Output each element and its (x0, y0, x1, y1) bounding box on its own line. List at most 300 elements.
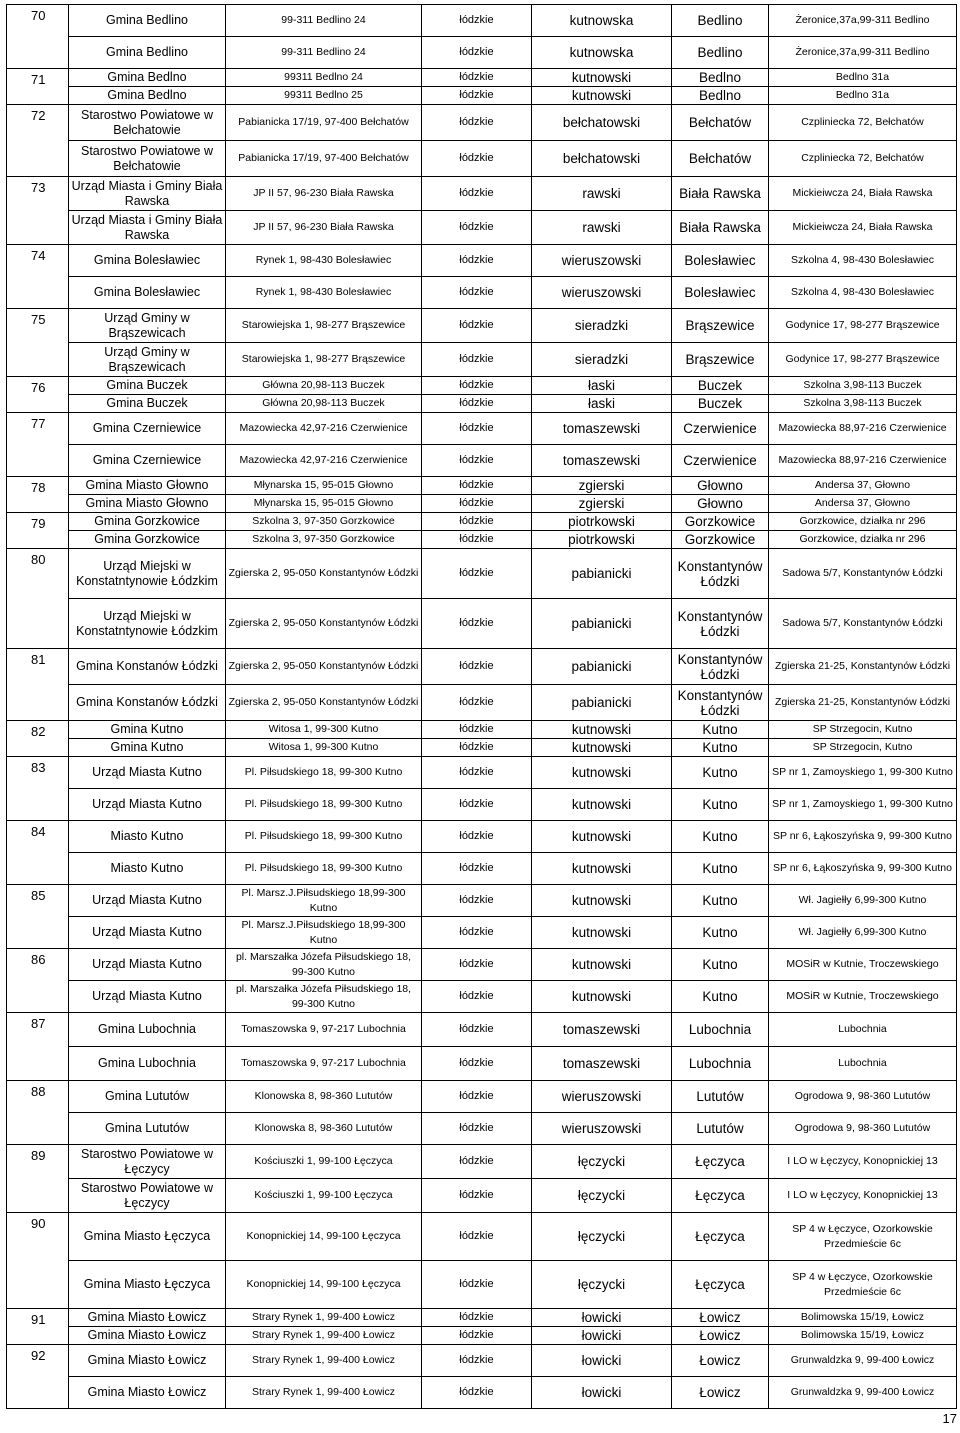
locality-cell: Łowicz (672, 1309, 769, 1327)
county-cell: łęczycki (532, 1179, 672, 1213)
location-address-cell: SP nr 6, Łąkoszyńska 9, 99-300 Kutno (769, 821, 957, 853)
office-address-cell: Zgierska 2, 95-050 Konstantynów Łódzki (226, 549, 422, 599)
location-address-cell: Wł. Jagiełły 6,99-300 Kutno (769, 917, 957, 949)
office-name-cell: Gmina Gorzkowice (69, 531, 226, 549)
office-address-cell: Witosa 1, 99-300 Kutno (226, 739, 422, 757)
table-row (7, 649, 957, 685)
locality-cell: Łęczyca (672, 1145, 769, 1179)
voivodeship-cell: łódzkie (422, 789, 532, 821)
location-address-cell: SP Strzegocin, Kutno (769, 721, 957, 739)
county-cell: kutnowski (532, 789, 672, 821)
county-cell: tomaszewski (532, 445, 672, 477)
office-name-cell: Gmina Lututów (69, 1113, 226, 1145)
table-row (7, 1013, 957, 1047)
location-address-cell: I LO w Łęczycy, Konopnickiej 13 (769, 1179, 957, 1213)
table-row (7, 531, 957, 549)
voivodeship-cell: łódzkie (422, 1047, 532, 1081)
location-address-cell: SP 4 w Łęczyce, Ozorkowskie Przedmieście 6c (769, 1213, 957, 1261)
location-address-cell: Ogrodowa 9, 98-360 Lututów (769, 1113, 957, 1145)
county-cell: zgierski (532, 495, 672, 513)
voivodeship-cell: łódzkie (422, 981, 532, 1013)
row-number-cell: 77 (7, 413, 69, 477)
row-number-cell: 91 (7, 1309, 69, 1345)
office-address-cell: Konopnickiej 14, 99-100 Łęczyca (226, 1213, 422, 1261)
row-number-cell: 89 (7, 1145, 69, 1213)
locality-cell: Biała Rawska (672, 211, 769, 245)
voivodeship-cell: łódzkie (422, 739, 532, 757)
table-row (7, 513, 957, 531)
office-name-cell: Gmina Buczek (69, 377, 226, 395)
office-name-cell: Gmina Lututów (69, 1081, 226, 1113)
locality-cell: Brąszewice (672, 309, 769, 343)
voivodeship-cell: łódzkie (422, 5, 532, 37)
location-address-cell: Szkolna 4, 98-430 Bolesławiec (769, 277, 957, 309)
voivodeship-cell: łódzkie (422, 1327, 532, 1345)
county-cell: tomaszewski (532, 1013, 672, 1047)
office-name-cell: Gmina Miasto Głowno (69, 477, 226, 495)
county-cell: łowicki (532, 1327, 672, 1345)
county-cell: kutnowski (532, 87, 672, 105)
location-address-cell: Zgierska 21-25, Konstantynów Łódzki (769, 649, 957, 685)
table-row (7, 87, 957, 105)
county-cell: pabianicki (532, 549, 672, 599)
office-name-cell: Gmina Lubochnia (69, 1047, 226, 1081)
table-row (7, 757, 957, 789)
row-number-cell: 86 (7, 949, 69, 1013)
office-name-cell: Gmina Kutno (69, 739, 226, 757)
office-name-cell: Gmina Miasto Łowicz (69, 1377, 226, 1409)
row-number-cell: 78 (7, 477, 69, 513)
location-address-cell: Sadowa 5/7, Konstantynów Łódzki (769, 599, 957, 649)
voivodeship-cell: łódzkie (422, 513, 532, 531)
location-address-cell: Czpliniecka 72, Bełchatów (769, 141, 957, 177)
locality-cell: Lututów (672, 1081, 769, 1113)
office-address-cell: Zgierska 2, 95-050 Konstantynów Łódzki (226, 599, 422, 649)
locality-cell: Kutno (672, 949, 769, 981)
voivodeship-cell: łódzkie (422, 549, 532, 599)
office-address-cell: 99311 Bedlno 25 (226, 87, 422, 105)
locality-cell: Konstantynów Łódzki (672, 685, 769, 721)
voivodeship-cell: łódzkie (422, 141, 532, 177)
voivodeship-cell: łódzkie (422, 177, 532, 211)
location-address-cell: Szkolna 3,98-113 Buczek (769, 377, 957, 395)
table-row (7, 69, 957, 87)
table-row (7, 1327, 957, 1345)
office-address-cell: Młynarska 15, 95-015 Głowno (226, 495, 422, 513)
table-row (7, 1047, 957, 1081)
location-address-cell: Ogrodowa 9, 98-360 Lututów (769, 1081, 957, 1113)
voivodeship-cell: łódzkie (422, 599, 532, 649)
voivodeship-cell: łódzkie (422, 949, 532, 981)
voivodeship-cell: łódzkie (422, 477, 532, 495)
voivodeship-cell: łódzkie (422, 377, 532, 395)
location-address-cell: Szkolna 4, 98-430 Bolesławiec (769, 245, 957, 277)
office-address-cell: Pl. Marsz.J.Piłsudskiego 18,99-300 Kutno (226, 885, 422, 917)
office-address-cell: Pl. Marsz.J.Piłsudskiego 18,99-300 Kutno (226, 917, 422, 949)
office-name-cell: Gmina Bolesławiec (69, 277, 226, 309)
county-cell: łęczycki (532, 1145, 672, 1179)
locality-cell: Kutno (672, 739, 769, 757)
locality-cell: Łowicz (672, 1377, 769, 1409)
office-address-cell: Pabianicka 17/19, 97-400 Bełchatów (226, 105, 422, 141)
office-address-cell: pl. Marszałka Józefa Piłsudskiego 18, 99-300 Kutno (226, 981, 422, 1013)
table-row (7, 885, 957, 917)
voivodeship-cell: łódzkie (422, 649, 532, 685)
office-name-cell: Miasto Kutno (69, 853, 226, 885)
table-row (7, 477, 957, 495)
location-address-cell: Godynice 17, 98-277 Brąszewice (769, 343, 957, 377)
office-name-cell: Gmina Lubochnia (69, 1013, 226, 1047)
row-number-cell: 79 (7, 513, 69, 549)
voivodeship-cell: łódzkie (422, 211, 532, 245)
table-row (7, 917, 957, 949)
office-address-cell: Zgierska 2, 95-050 Konstantynów Łódzki (226, 649, 422, 685)
locality-cell: Łęczyca (672, 1179, 769, 1213)
voivodeship-cell: łódzkie (422, 885, 532, 917)
office-name-cell: Gmina Miasto Łowicz (69, 1309, 226, 1327)
county-cell: bełchatowski (532, 105, 672, 141)
location-address-cell: Gorzkowice, działka nr 296 (769, 531, 957, 549)
office-address-cell: Strary Rynek 1, 99-400 Łowicz (226, 1327, 422, 1345)
locality-cell: Kutno (672, 789, 769, 821)
table-row (7, 1081, 957, 1113)
table-row (7, 949, 957, 981)
voivodeship-cell: łódzkie (422, 105, 532, 141)
office-address-cell: Pabianicka 17/19, 97-400 Bełchatów (226, 141, 422, 177)
location-address-cell: Sadowa 5/7, Konstantynów Łódzki (769, 549, 957, 599)
office-name-cell: Urząd Miejski w Konstatntynowie Łódzkim (69, 599, 226, 649)
office-name-cell: Gmina Miasto Głowno (69, 495, 226, 513)
office-address-cell: Pl. Piłsudskiego 18, 99-300 Kutno (226, 757, 422, 789)
polling-locations-table (6, 4, 957, 1409)
office-address-cell: Pl. Piłsudskiego 18, 99-300 Kutno (226, 853, 422, 885)
location-address-cell: Gorzkowice, działka nr 296 (769, 513, 957, 531)
locality-cell: Bełchatów (672, 105, 769, 141)
office-name-cell: Urząd Miasta Kutno (69, 981, 226, 1013)
office-name-cell: Miasto Kutno (69, 821, 226, 853)
table-row (7, 739, 957, 757)
office-name-cell: Gmina Bedlno (69, 87, 226, 105)
office-address-cell: Młynarska 15, 95-015 Głowno (226, 477, 422, 495)
voivodeship-cell: łódzkie (422, 1309, 532, 1327)
table-row (7, 789, 957, 821)
row-number-cell: 70 (7, 5, 69, 69)
row-number-cell: 72 (7, 105, 69, 177)
table-row (7, 245, 957, 277)
location-address-cell: MOSiR w Kutnie, Troczewskiego (769, 949, 957, 981)
county-cell: kutnowski (532, 821, 672, 853)
table-row (7, 5, 957, 37)
locality-cell: Łęczyca (672, 1261, 769, 1309)
locality-cell: Brąszewice (672, 343, 769, 377)
county-cell: wieruszowski (532, 1081, 672, 1113)
office-address-cell: Klonowska 8, 98-360 Lututów (226, 1113, 422, 1145)
row-number-cell: 90 (7, 1213, 69, 1309)
row-number-cell: 81 (7, 649, 69, 721)
voivodeship-cell: łódzkie (422, 1145, 532, 1179)
office-address-cell: Starowiejska 1, 98-277 Brąszewice (226, 309, 422, 343)
location-address-cell: Czpliniecka 72, Bełchatów (769, 105, 957, 141)
county-cell: zgierski (532, 477, 672, 495)
office-address-cell: Tomaszowska 9, 97-217 Lubochnia (226, 1013, 422, 1047)
locality-cell: Czerwienice (672, 445, 769, 477)
voivodeship-cell: łódzkie (422, 721, 532, 739)
locality-cell: Konstantynów Łódzki (672, 649, 769, 685)
table-row (7, 105, 957, 141)
office-address-cell: Kościuszki 1, 99-100 Łęczyca (226, 1145, 422, 1179)
county-cell: kutnowski (532, 757, 672, 789)
locality-cell: Lubochnia (672, 1013, 769, 1047)
county-cell: kutnowski (532, 981, 672, 1013)
county-cell: sieradzki (532, 343, 672, 377)
office-address-cell: Szkolna 3, 97-350 Gorzkowice (226, 513, 422, 531)
table-row (7, 37, 957, 69)
locality-cell: Gorzkowice (672, 513, 769, 531)
table-row (7, 1345, 957, 1377)
location-address-cell: Bedlno 31a (769, 69, 957, 87)
table-row (7, 981, 957, 1013)
row-number-cell: 75 (7, 309, 69, 377)
office-name-cell: Urząd Miasta i Gminy Biała Rawska (69, 177, 226, 211)
location-address-cell: Bedlno 31a (769, 87, 957, 105)
location-address-cell: Andersa 37, Głowno (769, 495, 957, 513)
table-row (7, 821, 957, 853)
row-number-cell: 74 (7, 245, 69, 309)
office-name-cell: Gmina Kutno (69, 721, 226, 739)
office-address-cell: Główna 20,98-113 Buczek (226, 377, 422, 395)
page-number: 17 (942, 1411, 957, 1426)
row-number-cell: 80 (7, 549, 69, 649)
county-cell: kutnowska (532, 37, 672, 69)
table-row (7, 177, 957, 211)
office-address-cell: Rynek 1, 98-430 Bolesławiec (226, 277, 422, 309)
location-address-cell: SP 4 w Łęczyce, Ozorkowskie Przedmieście 6c (769, 1261, 957, 1309)
locality-cell: Czerwienice (672, 413, 769, 445)
location-address-cell: Żeronice,37a,99-311 Bedlino (769, 5, 957, 37)
locality-cell: Bełchatów (672, 141, 769, 177)
county-cell: wieruszowski (532, 277, 672, 309)
row-number-cell: 76 (7, 377, 69, 413)
office-address-cell: Starowiejska 1, 98-277 Brąszewice (226, 343, 422, 377)
office-name-cell: Urząd Gminy w Brąszewicach (69, 343, 226, 377)
table-row (7, 495, 957, 513)
locality-cell: Konstantynów Łódzki (672, 599, 769, 649)
county-cell: kutnowski (532, 853, 672, 885)
county-cell: piotrkowski (532, 531, 672, 549)
voivodeship-cell: łódzkie (422, 917, 532, 949)
locality-cell: Kutno (672, 821, 769, 853)
county-cell: łowicki (532, 1377, 672, 1409)
table-row (7, 1213, 957, 1261)
office-address-cell: Mazowiecka 42,97-216 Czerwienice (226, 445, 422, 477)
row-number-cell: 88 (7, 1081, 69, 1145)
office-name-cell: Starostwo Powiatowe w Łęczycy (69, 1179, 226, 1213)
office-name-cell: Gmina Miasto Łęczyca (69, 1213, 226, 1261)
table-row (7, 1113, 957, 1145)
office-address-cell: Mazowiecka 42,97-216 Czerwienice (226, 413, 422, 445)
office-address-cell: JP II 57, 96-230 Biała Rawska (226, 211, 422, 245)
locality-cell: Bedlino (672, 5, 769, 37)
table-row (7, 395, 957, 413)
voivodeship-cell: łódzkie (422, 1345, 532, 1377)
voivodeship-cell: łódzkie (422, 245, 532, 277)
office-address-cell: Zgierska 2, 95-050 Konstantynów Łódzki (226, 685, 422, 721)
office-address-cell: Klonowska 8, 98-360 Lututów (226, 1081, 422, 1113)
voivodeship-cell: łódzkie (422, 685, 532, 721)
table-row (7, 549, 957, 599)
office-name-cell: Gmina Gorzkowice (69, 513, 226, 531)
office-name-cell: Urząd Miasta Kutno (69, 949, 226, 981)
location-address-cell: Andersa 37, Głowno (769, 477, 957, 495)
voivodeship-cell: łódzkie (422, 1179, 532, 1213)
office-address-cell: Główna 20,98-113 Buczek (226, 395, 422, 413)
table-row (7, 853, 957, 885)
office-address-cell: Pl. Piłsudskiego 18, 99-300 Kutno (226, 821, 422, 853)
location-address-cell: Lubochnia (769, 1047, 957, 1081)
office-name-cell: Gmina Buczek (69, 395, 226, 413)
voivodeship-cell: łódzkie (422, 37, 532, 69)
table-row (7, 1261, 957, 1309)
voivodeship-cell: łódzkie (422, 413, 532, 445)
voivodeship-cell: łódzkie (422, 757, 532, 789)
office-address-cell: pl. Marszałka Józefa Piłsudskiego 18, 99-300 Kutno (226, 949, 422, 981)
office-name-cell: Gmina Czerniewice (69, 445, 226, 477)
table-row (7, 721, 957, 739)
locality-cell: Bolesławiec (672, 277, 769, 309)
county-cell: pabianicki (532, 685, 672, 721)
locality-cell: Łowicz (672, 1327, 769, 1345)
locality-cell: Łęczyca (672, 1213, 769, 1261)
county-cell: pabianicki (532, 649, 672, 685)
county-cell: kutnowski (532, 721, 672, 739)
location-address-cell: Bolimowska 15/19, Łowicz (769, 1309, 957, 1327)
locality-cell: Kutno (672, 757, 769, 789)
voivodeship-cell: łódzkie (422, 1081, 532, 1113)
county-cell: pabianicki (532, 599, 672, 649)
office-address-cell: 99311 Bedlno 24 (226, 69, 422, 87)
locality-cell: Kutno (672, 885, 769, 917)
table-row (7, 599, 957, 649)
office-name-cell: Urząd Miasta Kutno (69, 885, 226, 917)
locality-cell: Kutno (672, 721, 769, 739)
locality-cell: Konstantynów Łódzki (672, 549, 769, 599)
office-name-cell: Gmina Czerniewice (69, 413, 226, 445)
county-cell: rawski (532, 211, 672, 245)
office-name-cell: Urząd Miasta Kutno (69, 757, 226, 789)
voivodeship-cell: łódzkie (422, 853, 532, 885)
voivodeship-cell: łódzkie (422, 69, 532, 87)
voivodeship-cell: łódzkie (422, 1261, 532, 1309)
county-cell: kutnowska (532, 5, 672, 37)
row-number-cell: 83 (7, 757, 69, 821)
location-address-cell: Mazowiecka 88,97-216 Czerwienice (769, 445, 957, 477)
row-number-cell: 87 (7, 1013, 69, 1081)
locality-cell: Bedlno (672, 87, 769, 105)
table-row (7, 1377, 957, 1409)
county-cell: kutnowski (532, 69, 672, 87)
table-row (7, 445, 957, 477)
office-name-cell: Urząd Miasta Kutno (69, 789, 226, 821)
office-name-cell: Urząd Miasta i Gminy Biała Rawska (69, 211, 226, 245)
location-address-cell: SP nr 1, Zamoyskiego 1, 99-300 Kutno (769, 789, 957, 821)
location-address-cell: Mickieiwcza 24, Biała Rawska (769, 211, 957, 245)
table-row (7, 343, 957, 377)
office-name-cell: Urząd Miejski w Konstatntynowie Łódzkim (69, 549, 226, 599)
location-address-cell: MOSiR w Kutnie, Troczewskiego (769, 981, 957, 1013)
voivodeship-cell: łódzkie (422, 1013, 532, 1047)
voivodeship-cell: łódzkie (422, 277, 532, 309)
location-address-cell: Grunwaldzka 9, 99-400 Łowicz (769, 1377, 957, 1409)
location-address-cell: I LO w Łęczycy, Konopnickiej 13 (769, 1145, 957, 1179)
table-row (7, 1309, 957, 1327)
locality-cell: Gorzkowice (672, 531, 769, 549)
office-name-cell: Gmina Bedlino (69, 37, 226, 69)
office-name-cell: Gmina Miasto Łowicz (69, 1327, 226, 1345)
office-address-cell: Strary Rynek 1, 99-400 Łowicz (226, 1345, 422, 1377)
voivodeship-cell: łódzkie (422, 531, 532, 549)
locality-cell: Głowno (672, 477, 769, 495)
location-address-cell: Zgierska 21-25, Konstantynów Łódzki (769, 685, 957, 721)
office-name-cell: Starostwo Powiatowe w Bełchatowie (69, 105, 226, 141)
county-cell: kutnowski (532, 949, 672, 981)
office-name-cell: Starostwo Powiatowe w Łęczycy (69, 1145, 226, 1179)
county-cell: tomaszewski (532, 1047, 672, 1081)
locality-cell: Lubochnia (672, 1047, 769, 1081)
county-cell: wieruszowski (532, 245, 672, 277)
location-address-cell: Wł. Jagiełły 6,99-300 Kutno (769, 885, 957, 917)
office-name-cell: Urząd Miasta Kutno (69, 917, 226, 949)
row-number-cell: 84 (7, 821, 69, 885)
location-address-cell: Lubochnia (769, 1013, 957, 1047)
location-address-cell: Żeronice,37a,99-311 Bedlino (769, 37, 957, 69)
table-row (7, 685, 957, 721)
voivodeship-cell: łódzkie (422, 821, 532, 853)
county-cell: łaski (532, 395, 672, 413)
office-name-cell: Gmina Bolesławiec (69, 245, 226, 277)
office-name-cell: Gmina Miasto Łowicz (69, 1345, 226, 1377)
location-address-cell: Bolimowska 15/19, Łowicz (769, 1327, 957, 1345)
locality-cell: Buczek (672, 377, 769, 395)
voivodeship-cell: łódzkie (422, 87, 532, 105)
location-address-cell: SP nr 1, Zamoyskiego 1, 99-300 Kutno (769, 757, 957, 789)
location-address-cell: Mazowiecka 88,97-216 Czerwienice (769, 413, 957, 445)
voivodeship-cell: łódzkie (422, 445, 532, 477)
office-name-cell: Gmina Konstanów Łódzki (69, 685, 226, 721)
office-address-cell: Tomaszowska 9, 97-217 Lubochnia (226, 1047, 422, 1081)
row-number-cell: 92 (7, 1345, 69, 1409)
voivodeship-cell: łódzkie (422, 1377, 532, 1409)
county-cell: wieruszowski (532, 1113, 672, 1145)
location-address-cell: SP Strzegocin, Kutno (769, 739, 957, 757)
voivodeship-cell: łódzkie (422, 395, 532, 413)
voivodeship-cell: łódzkie (422, 343, 532, 377)
table-row (7, 309, 957, 343)
office-address-cell: Szkolna 3, 97-350 Gorzkowice (226, 531, 422, 549)
office-name-cell: Gmina Bedlino (69, 5, 226, 37)
office-address-cell: Konopnickiej 14, 99-100 Łęczyca (226, 1261, 422, 1309)
county-cell: łęczycki (532, 1213, 672, 1261)
office-address-cell: Strary Rynek 1, 99-400 Łowicz (226, 1377, 422, 1409)
office-name-cell: Gmina Bedlno (69, 69, 226, 87)
voivodeship-cell: łódzkie (422, 1213, 532, 1261)
locality-cell: Kutno (672, 917, 769, 949)
county-cell: łowicki (532, 1345, 672, 1377)
table-row (7, 1179, 957, 1213)
locality-cell: Bolesławiec (672, 245, 769, 277)
table-row (7, 277, 957, 309)
locality-cell: Kutno (672, 853, 769, 885)
county-cell: piotrkowski (532, 513, 672, 531)
